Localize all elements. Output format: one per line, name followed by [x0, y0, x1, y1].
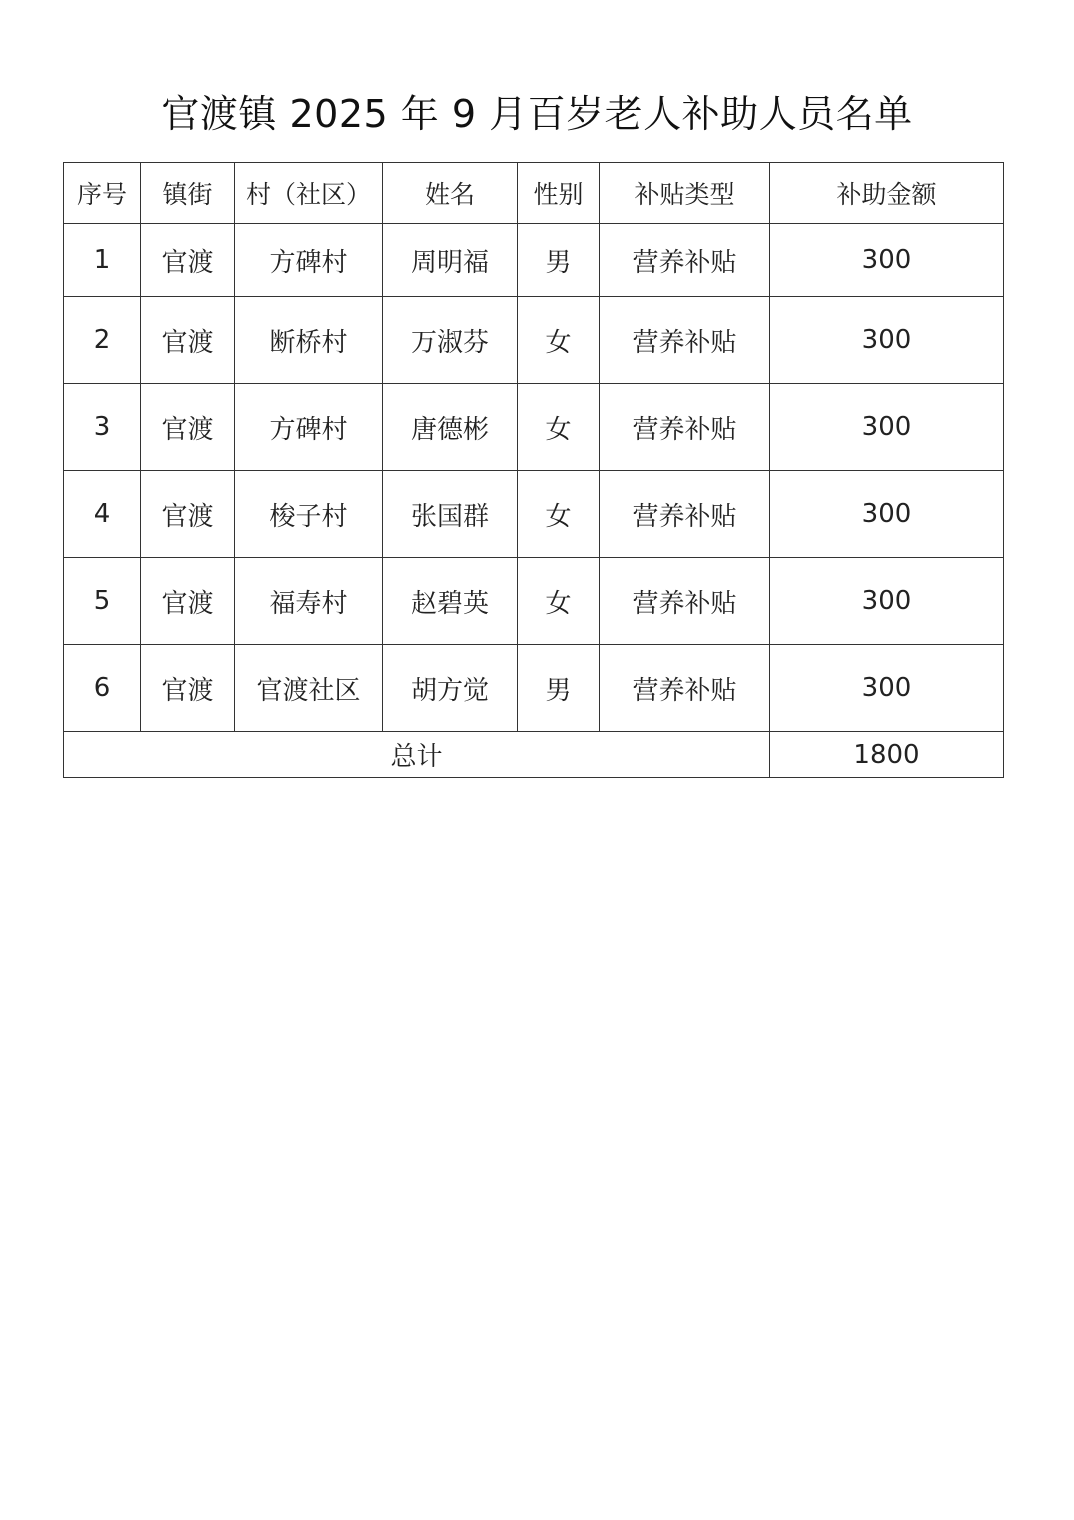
cell-village: 官渡社区 — [235, 645, 383, 732]
cell-gender: 女 — [518, 471, 600, 558]
cell-amount: 300 — [770, 297, 1004, 384]
cell-subsidy-type: 营养补贴 — [600, 297, 770, 384]
cell-gender: 男 — [518, 224, 600, 297]
document-title: 官渡镇 2025 年 9 月百岁老人补助人员名单 — [161, 92, 913, 136]
cell-town: 官渡 — [141, 224, 235, 297]
cell-name: 万淑芬 — [383, 297, 518, 384]
total-label: 总计 — [64, 732, 770, 778]
cell-amount: 300 — [770, 645, 1004, 732]
table-row — [64, 297, 1004, 384]
cell-gender: 女 — [518, 558, 600, 645]
cell-index: 4 — [64, 471, 141, 558]
header-name: 姓名 — [383, 163, 518, 224]
table-row — [64, 645, 1004, 732]
header-index: 序号 — [64, 163, 141, 224]
cell-gender: 女 — [518, 297, 600, 384]
cell-name: 唐德彬 — [383, 384, 518, 471]
cell-name: 周明福 — [383, 224, 518, 297]
table-row — [64, 224, 1004, 297]
cell-index: 5 — [64, 558, 141, 645]
cell-subsidy-type: 营养补贴 — [600, 645, 770, 732]
cell-village: 梭子村 — [235, 471, 383, 558]
cell-village: 断桥村 — [235, 297, 383, 384]
cell-name: 胡方觉 — [383, 645, 518, 732]
header-village: 村（社区） — [235, 163, 383, 224]
table-row — [64, 558, 1004, 645]
cell-town: 官渡 — [141, 297, 235, 384]
cell-village: 福寿村 — [235, 558, 383, 645]
cell-name: 赵碧英 — [383, 558, 518, 645]
cell-index: 6 — [64, 645, 141, 732]
header-gender: 性别 — [518, 163, 600, 224]
cell-index: 3 — [64, 384, 141, 471]
cell-subsidy-type: 营养补贴 — [600, 558, 770, 645]
cell-subsidy-type: 营养补贴 — [600, 384, 770, 471]
table-total-row — [64, 732, 1004, 778]
cell-name: 张国群 — [383, 471, 518, 558]
cell-amount: 300 — [770, 558, 1004, 645]
header-subsidy-type: 补贴类型 — [600, 163, 770, 224]
cell-subsidy-type: 营养补贴 — [600, 224, 770, 297]
total-amount: 1800 — [770, 732, 1004, 778]
table-row — [64, 384, 1004, 471]
cell-amount: 300 — [770, 224, 1004, 297]
cell-town: 官渡 — [141, 558, 235, 645]
cell-amount: 300 — [770, 471, 1004, 558]
cell-subsidy-type: 营养补贴 — [600, 471, 770, 558]
cell-town: 官渡 — [141, 384, 235, 471]
table-row — [64, 471, 1004, 558]
cell-village: 方碑村 — [235, 224, 383, 297]
cell-village: 方碑村 — [235, 384, 383, 471]
table-header-row — [64, 163, 1004, 224]
cell-index: 1 — [64, 224, 141, 297]
cell-gender: 女 — [518, 384, 600, 471]
header-amount: 补助金额 — [770, 163, 1004, 224]
cell-index: 2 — [64, 297, 141, 384]
cell-amount: 300 — [770, 384, 1004, 471]
subsidy-roster-table — [63, 162, 1004, 778]
cell-gender: 男 — [518, 645, 600, 732]
header-town: 镇街 — [141, 163, 235, 224]
cell-town: 官渡 — [141, 471, 235, 558]
cell-town: 官渡 — [141, 645, 235, 732]
